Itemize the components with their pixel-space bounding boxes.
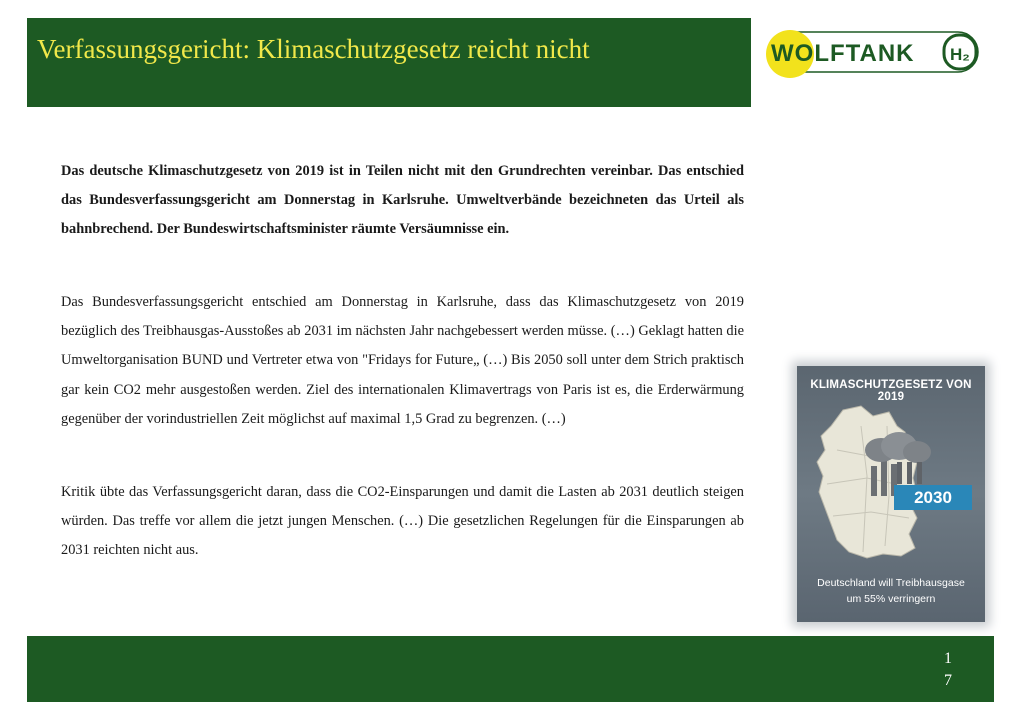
svg-text:H₂: H₂ (950, 45, 970, 64)
svg-text:WOLFTANK: WOLFTANK (771, 40, 915, 67)
figure-caption-line-2: um 55% verringern (846, 593, 936, 605)
slide-title: Verfassungsgericht: Klimaschutzgesetz reicht nicht (37, 34, 590, 64)
year-badge: 2030 (894, 485, 972, 510)
figure-caption-line-1: Deutschland will Treibhausgase (817, 577, 965, 589)
footer-bar (27, 636, 994, 702)
wolftank-logo (762, 29, 982, 81)
page-number (938, 648, 958, 692)
body-paragraph-1: Das Bundesverfassungsgericht entschied am Donnerstag in Karlsruhe, dass das Klimaschutzgesetz von 2019 bezüglich des Treibhausgas-Ausstoßes ab 2031 im nächsten Jahr nachgebessert werden müsse. (…) Geklagt hatten die Umweltorganisation BUND und Vertreter etwa von "Fridays for Future„ (…) Bis 2050 soll unter dem Strich praktisch gar kein CO2 mehr ausgestoßen werden. Ziel des internationalen Klimavertrags von Paris ist es, die Erderwärmung gegenüber der vorindustriellen Zeit möglichst auf maximal 1,5 Grad zu begrenzen. (…) (61, 294, 744, 427)
page-number-line-2: 7 (944, 672, 952, 689)
body-paragraph-2: Kritik übte das Verfassungsgericht daran, dass die CO2-Einsparungen und damit die Lasten ab 2031 deutlich steigen würden. Das treffe vor allem die jetzt jungen Menschen. (…) Die gesetzlichen Regelungen für die Einsparungen ab 2031 reichten nicht aus. (61, 484, 744, 559)
intro-paragraph: Das deutsche Klimaschutzgesetz von 2019 ist in Teilen nicht mit den Grundrechten vereinbar. Das entschied das Bundesverfassungsgericht am Donnerstag in Karlsruhe. Umweltverbände bezeichneten das Urteil als bahnbrechend. Der Bundeswirtschaftsminister räumte Versäumnisse ein. (61, 163, 744, 237)
page-number-line-1: 1 (944, 650, 952, 667)
climate-law-image (797, 366, 985, 622)
figure-title: KLIMASCHUTZGESETZ VON 2019 (810, 379, 972, 403)
